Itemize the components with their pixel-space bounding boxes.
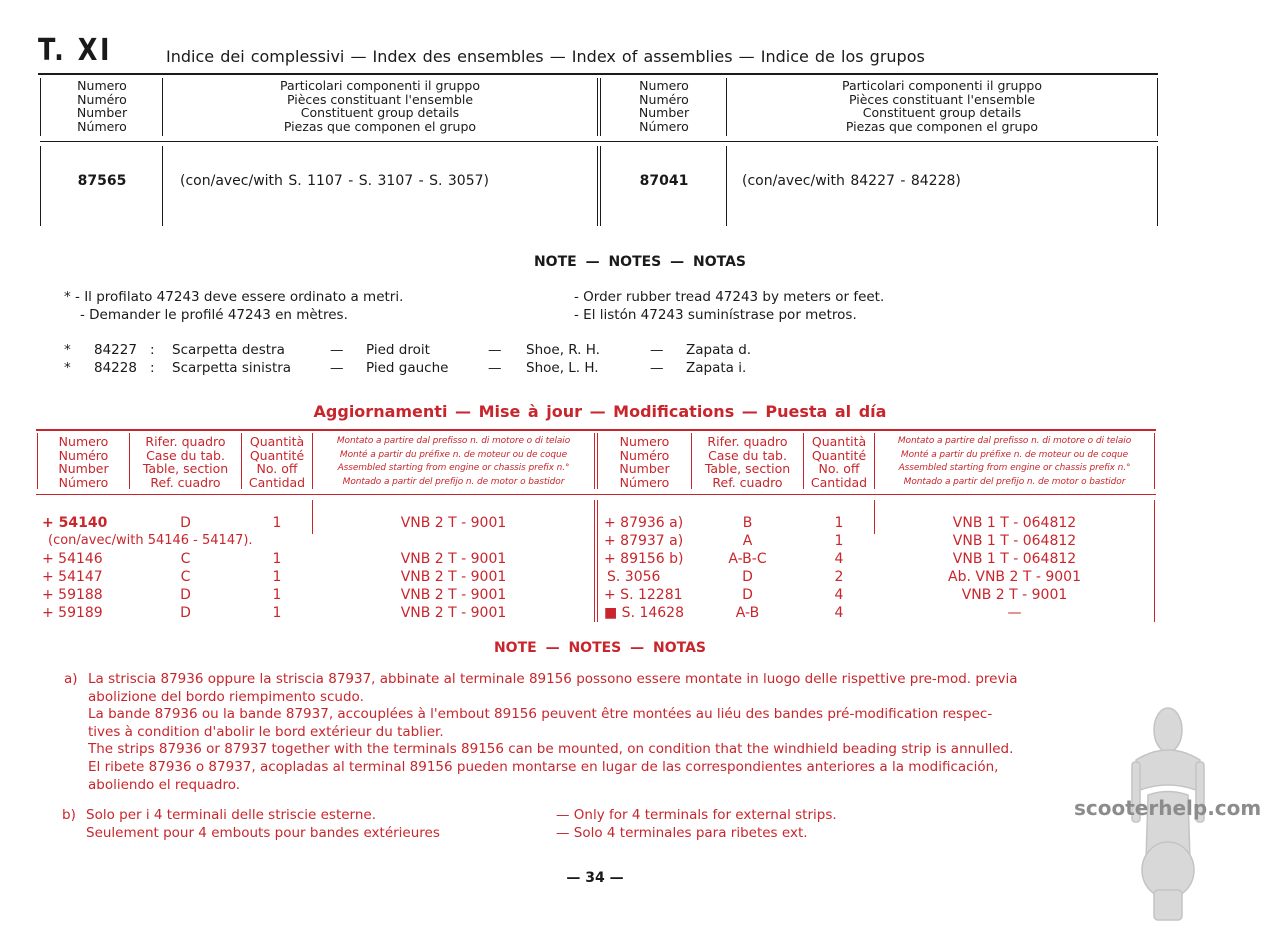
upd-left-qty: 1: [272, 569, 282, 585]
index-table-border-right: [1157, 78, 1158, 136]
page-number: — 34 —: [566, 870, 624, 886]
page-title: Indice dei complessivi — Index des ensembles — Index of assemblies — Indice de los grupos: [166, 47, 925, 66]
upd-left-from: VNB 2 T - 9001: [400, 569, 507, 585]
shoe-dash: —: [488, 342, 502, 358]
shoe-star: *: [64, 360, 71, 376]
title-rule: [38, 73, 1158, 75]
notes-heading: NOTE — NOTES — NOTAS: [533, 254, 747, 270]
note-a-line: aboliendo el requadro.: [88, 777, 241, 793]
upd-right-ref: D: [742, 587, 753, 603]
shoe-it: Scarpetta sinistra: [172, 360, 292, 376]
upd-left-ref: D: [180, 605, 191, 621]
upd-right-num: + 87936 a): [604, 515, 684, 531]
upd-right-num: + 87937 a): [604, 533, 684, 549]
upd-header-numero: Numero Numéro Number Número: [58, 434, 109, 490]
notes2-heading: NOTE — NOTES — NOTAS: [493, 640, 707, 656]
index-header-rule: [40, 141, 1158, 142]
upd-right-ref: A-B-C: [728, 551, 767, 567]
upd-left-qty: 1: [272, 515, 282, 531]
upd-left-ref: D: [180, 587, 191, 603]
index-body-center-2: [600, 146, 601, 226]
upd-body-line: [594, 500, 595, 622]
index-row-number-right: 87041: [639, 173, 689, 189]
index-header-numero-right: Numero Numéro Number Número: [638, 78, 690, 134]
upd-right-qty: 4: [834, 587, 844, 603]
upd-left-qty: 1: [272, 605, 282, 621]
upd-right-num: ■ S. 14628: [604, 605, 685, 621]
upd-header-numero-right: Numero Numéro Number Número: [619, 434, 670, 490]
note-a-line: The strips 87936 or 87937 together with the terminals 89156 can be mounted, on condition that the windhield beading strip is annulled.: [88, 741, 1014, 757]
shoe-fr: Pied gauche: [366, 360, 449, 376]
upd-right-num: + 89156 b): [604, 551, 684, 567]
note-a-line: La bande 87936 ou la bande 87937, accouplées à l'embout 89156 peuvent être montées au liéu des bandes pré-modification respec-: [88, 706, 993, 722]
upd-left-num: + 54140: [42, 515, 108, 531]
note-profile-en: - Order rubber tread 47243 by meters or feet.: [574, 289, 885, 305]
upd-right-qty: 1: [834, 515, 844, 531]
upd-right-from: VNB 1 T - 064812: [952, 533, 1077, 549]
shoe-dash: —: [330, 342, 344, 358]
index-row-number-left: 87565: [77, 173, 127, 189]
index-row-desc-right: (con/avec/with 84227 - 84228): [742, 173, 961, 189]
upd-right-ref: D: [742, 569, 753, 585]
shoe-star: *: [64, 342, 71, 358]
note-b-left: Solo per i 4 terminali delle striscie esterne.: [86, 807, 377, 823]
note-a-line: tives à condition d'abolir le bord extérieur du tablier.: [88, 724, 444, 740]
index-table-center-divider-2: [600, 78, 601, 136]
shoe-it: Scarpetta destra: [172, 342, 285, 358]
upd-right-num: S. 3056: [607, 569, 661, 585]
index-body-divider-right: [726, 146, 727, 226]
watermark-text: scooterhelp.com: [1074, 796, 1262, 820]
upd-hdr-line: [594, 433, 595, 489]
upd-body-line: [597, 500, 598, 622]
upd-left-num: + 59188: [42, 587, 103, 603]
upd-right-ref: A: [742, 533, 753, 549]
upd-left-from: VNB 2 T - 9001: [400, 551, 507, 567]
upd-left-num: + 59189: [42, 605, 103, 621]
shoe-en: Shoe, L. H.: [526, 360, 599, 376]
shoe-es: Zapata i.: [686, 360, 747, 376]
index-header-particolari-right: Particolari componenti il gruppo Pièces constituant l'ensemble Constituent group details Piezas que componen el grupo: [842, 78, 1042, 134]
shoe-colon: :: [150, 360, 155, 376]
note-b-right: — Solo 4 terminales para ribetes ext.: [556, 825, 808, 841]
index-header-numero-left: Numero Numéro Number Número: [76, 78, 128, 134]
shoe-code: 84228: [94, 360, 137, 376]
upd-right-from: VNB 2 T - 9001: [961, 587, 1068, 603]
upd-header-montato-right: Montato a partire dal prefisso n. di motore o di telaio Monté a partir du préfixe n. de moteur ou de coque Assembled starting from engine or chassis prefix n.° Montado a partir del prefijo n. de motor o bastidor: [897, 436, 1132, 487]
upd-left-note: (con/avec/with 54146 - 54147).: [48, 533, 253, 548]
updates-top-rule: [36, 429, 1156, 431]
upd-right-from: —: [1007, 605, 1022, 621]
upd-right-qty: 4: [834, 605, 844, 621]
note-profile-it: * - Il profilato 47243 deve essere ordinato a metri.: [64, 289, 404, 305]
note-a-label: a): [64, 671, 78, 687]
upd-left-qty: 1: [272, 551, 282, 567]
upd-hdr-line: [1154, 433, 1155, 489]
upd-left-num: + 54147: [42, 569, 103, 585]
upd-body-line: [1154, 500, 1155, 622]
shoe-code: 84227: [94, 342, 137, 358]
upd-header-rifer-right: Rifer. quadro Case du tab. Table, section Ref. cuadro: [704, 434, 791, 490]
note-profile-es: - El listón 47243 suminístrase por metros.: [574, 307, 857, 323]
index-body-center: [597, 146, 598, 226]
upd-right-ref: B: [742, 515, 753, 531]
index-table-divider: [162, 78, 163, 136]
upd-left-qty: 1: [272, 587, 282, 603]
shoe-dash: —: [650, 360, 664, 376]
upd-right-from: VNB 1 T - 064812: [952, 551, 1077, 567]
note-a-line: abolizione del bordo riempimento scudo.: [88, 689, 364, 705]
updates-header-rule: [36, 494, 1156, 495]
note-profile-fr: - Demander le profilé 47243 en mètres.: [80, 307, 348, 323]
upd-right-num: + S. 12281: [604, 587, 683, 603]
updates-title: Aggiornamenti — Mise à jour — Modifications — Puesta al día: [313, 402, 887, 421]
upd-header-montato: Montato a partire dal prefisso n. di motore o di telaio Monté a partir du préfixe n. de moteur ou de coque Assembled starting from engine or chassis prefix n.° Montado a partir del prefijo n. de motor o bastidor: [336, 436, 571, 487]
upd-right-qty: 1: [834, 533, 844, 549]
shoe-dash: —: [488, 360, 502, 376]
index-table-center-divider: [597, 78, 598, 136]
note-b-left: Seulement pour 4 embouts pour bandes extérieures: [86, 825, 440, 841]
note-b-label: b): [62, 807, 76, 823]
index-row-desc-left: (con/avec/with S. 1107 - S. 3107 - S. 3057): [180, 173, 489, 189]
index-body-border-left: [40, 146, 41, 226]
upd-left-from: VNB 2 T - 9001: [400, 605, 507, 621]
table-code: T. XI: [38, 33, 112, 68]
index-body-border-right: [1157, 146, 1158, 226]
upd-header-rifer: Rifer. quadro Case du tab. Table, section Ref. cuadro: [142, 434, 229, 490]
upd-right-qty: 2: [834, 569, 844, 585]
index-table-border-left: [40, 78, 41, 136]
shoe-colon: :: [150, 342, 155, 358]
note-a-line: La striscia 87936 oppure la striscia 87937, abbinate al terminale 89156 possono essere montate in luogo delle rispettive pre-mod. previa: [88, 671, 1018, 687]
note-b-right: — Only for 4 terminals for external strips.: [556, 807, 837, 823]
upd-right-qty: 4: [834, 551, 844, 567]
upd-left-ref: D: [180, 515, 191, 531]
upd-right-ref: A-B: [735, 605, 760, 621]
upd-left-from: VNB 2 T - 9001: [400, 515, 507, 531]
index-header-particolari-left: Particolari componenti il gruppo Pièces constituant l'ensemble Constituent group details Piezas que componen el grupo: [280, 78, 480, 134]
shoe-fr: Pied droit: [366, 342, 430, 358]
shoe-dash: —: [650, 342, 664, 358]
upd-left-from: VNB 2 T - 9001: [400, 587, 507, 603]
upd-right-from: Ab. VNB 2 T - 9001: [948, 569, 1081, 585]
upd-header-quantita-right: Quantità Quantité No. off Cantidad: [810, 434, 868, 490]
upd-right-from: VNB 1 T - 064812: [952, 515, 1077, 531]
note-a-line: El ribete 87936 o 87937, acopladas al terminal 89156 pueden montarse en lugar de las correspondientes anteriores a la modificación,: [88, 759, 999, 775]
shoe-es: Zapata d.: [686, 342, 752, 358]
index-body-divider: [162, 146, 163, 226]
upd-header-quantita: Quantità Quantité No. off Cantidad: [248, 434, 306, 490]
upd-left-ref: C: [180, 569, 191, 585]
shoe-en: Shoe, R. H.: [526, 342, 600, 358]
upd-left-num: + 54146: [42, 551, 103, 567]
upd-left-ref: C: [180, 551, 191, 567]
shoe-dash: —: [330, 360, 344, 376]
index-table-divider-right: [726, 78, 727, 136]
